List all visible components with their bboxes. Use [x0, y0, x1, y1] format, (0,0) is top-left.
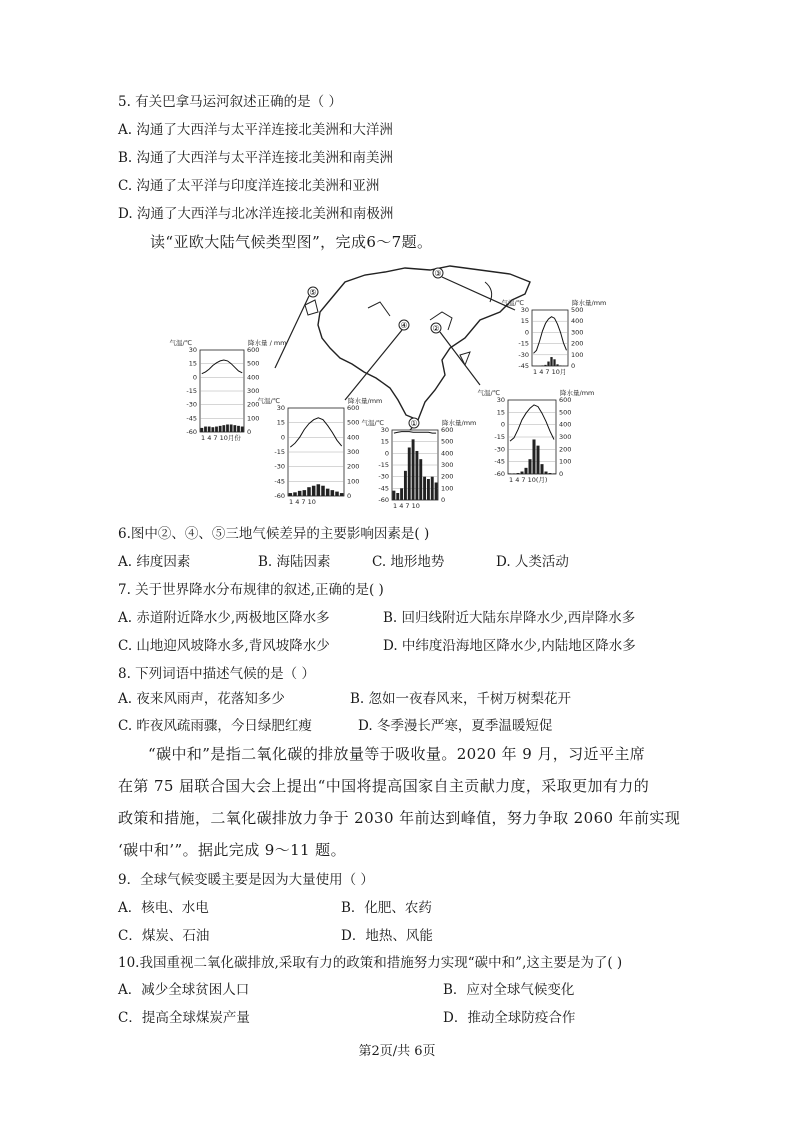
chart-1-temp-tick: -30: [186, 400, 197, 409]
chart-1-months-label: 1 4 7 10月份: [201, 434, 241, 442]
marker-2: ②: [432, 324, 440, 333]
chart-5-precip-bar: [520, 472, 523, 474]
chart-4-precip-tick: 500: [571, 306, 584, 314]
chart-1-precip-tick: 0: [247, 428, 252, 436]
q6-stem: 6.图中②、④、⑤三地气候差异的主要影响因素是( ): [118, 526, 430, 542]
q5-option-a: A. 沟通了大西洋与太平洋连接北美洲和大洋洲: [118, 122, 393, 138]
q9-option-c: C．煤炭、石油: [118, 928, 210, 944]
chart-3-temp-tick: -30: [378, 472, 389, 481]
chart-1-precip-bar: [200, 428, 203, 432]
chart-2-temp-tick: 30: [276, 404, 285, 412]
chart-3-temp-tick: 30: [380, 426, 389, 434]
chart-4-months-label: 1 4 7 10月: [533, 368, 567, 376]
q5-stem: 5. 有关巴拿马运河叙述正确的是（ ）: [118, 94, 342, 110]
chart-2-temp-tick: -15: [274, 448, 285, 456]
chart-1-precip-bar: [211, 427, 214, 432]
chart-2-precip-bar: [303, 490, 307, 496]
q8-option-d: D. 冬季漫长严寒，夏季温暖短促: [358, 718, 553, 734]
chart-3-precip-bar: [408, 448, 411, 501]
chart-5-temp-tick: 0: [500, 420, 505, 429]
chart-5-temp-tick: -45: [494, 457, 505, 466]
chart-3-precip-tick: 0: [441, 496, 446, 504]
chart-2-precip-tick: 500: [347, 418, 360, 427]
chart-5-precip-bar: [532, 439, 535, 474]
q9-option-d: D．地热、风能: [341, 928, 433, 944]
q7-option-c: C. 山地迎风坡降水多,背风坡降水少: [118, 638, 330, 654]
chart-2-precip-bar: [340, 493, 344, 496]
chart-5-precip-bar: [540, 464, 543, 474]
chart-3-temp-label: 气温/℃: [361, 419, 384, 427]
chart-4-precip-bar: [556, 364, 558, 366]
chart-2-precip-bar: [331, 490, 335, 496]
q7-option-b: B. 回归线附近大陆东岸降水少,西岸降水多: [383, 610, 636, 626]
q10-stem: 10.我国重视二氧化碳排放,采取有力的政策和措施努力实现“碳中和”,这主要是为了( ): [118, 955, 623, 971]
chart-4-precip-label: 降水量/mm: [572, 299, 607, 307]
q9-option-a: A．核电、水电: [118, 900, 209, 916]
chart-3-temp-tick: 0: [384, 449, 389, 458]
chart-4-temp-tick: -30: [518, 350, 529, 359]
chart-1-precip-tick: 300: [247, 387, 260, 395]
chart-1-precip-tick: 500: [247, 359, 260, 368]
chart-5-precip-bar: [544, 472, 547, 474]
chart-5-temp-tick: -30: [494, 445, 505, 454]
chart-2-temp-label: 气温/℃: [257, 397, 280, 405]
chart-2-months-label: 1 4 7 10: [289, 498, 316, 506]
chart-5-temp-tick: -60: [494, 470, 505, 478]
chart-2-temp-tick: 0: [280, 433, 285, 442]
passage-line-3: 政策和措施，二氧化碳排放力争于 2030 年前达到峰值，努力争取 2060 年前实现: [118, 809, 681, 827]
chart-5-precip-tick: 200: [559, 445, 572, 454]
chart-1-precip-bar: [204, 427, 207, 432]
chart-4-temp-label: 气温/℃: [501, 299, 524, 307]
chart-3-precip-tick: 600: [441, 426, 454, 434]
chart-3-precip-bar: [400, 488, 403, 500]
marker-4: ④: [400, 321, 408, 330]
chart-3-precip-bar: [396, 493, 399, 500]
chart-4-precip-bar: [541, 365, 543, 366]
chart-1-temp-tick: 0: [192, 373, 197, 382]
chart-2-precip-bar: [307, 487, 311, 496]
chart-4-precip-tick: 100: [571, 350, 584, 359]
q6-option-b: B. 海陆因素: [258, 554, 331, 570]
chart-3-temp-tick: -60: [378, 496, 389, 504]
chart-4-temp-tick: 30: [520, 306, 529, 314]
chart-1-precip-bar: [215, 427, 218, 432]
q8-option-b: B. 忽如一夜春风来，千树万树梨花开: [350, 691, 572, 707]
chart-5-temp-tick: 15: [496, 408, 505, 417]
chart-4-precip-bar: [559, 365, 561, 366]
chart-5-precip-bar: [508, 473, 511, 474]
chart-4-precip-bar: [547, 362, 549, 366]
chart-3-precip-bar: [431, 477, 434, 500]
chart-4-precip-tick: 400: [571, 317, 584, 326]
chart-4-temp-tick: 0: [524, 328, 529, 337]
chart-1-precip-bar: [230, 424, 233, 432]
chart-3-precip-bar: [415, 451, 418, 500]
chart-1-temp-label: 气温/℃: [169, 339, 192, 347]
chart-5-precip-label: 降水量/mm: [560, 389, 595, 397]
chart-5-temp-label: 气温/℃: [477, 389, 500, 397]
chart-1-precip-bar: [222, 425, 225, 432]
chart-1-precip-bar: [219, 426, 222, 432]
q6-option-c: C. 地形地势: [372, 554, 445, 570]
chart-3-precip-bar: [412, 439, 415, 500]
chart-2-precip-tick: 0: [347, 492, 352, 500]
chart-1-precip-bar: [208, 427, 211, 432]
chart-1-temp-tick: -60: [186, 428, 197, 436]
chart-3-precip-bar: [435, 483, 438, 501]
chart-1-precip-bar: [241, 427, 244, 432]
q8-stem: 8. 下列词语中描述气候的是（ ）: [118, 666, 315, 682]
chart-4-precip-bar: [550, 357, 552, 366]
q7-option-a: A. 赤道附近降水少,两极地区降水多: [118, 610, 330, 626]
chart-5-precip-tick: 100: [559, 457, 572, 466]
chart-3-temp-tick: -15: [378, 461, 389, 469]
passage-line-2: 在第 75 届联合国大会上提出“中国将提高国家自主贡献力度，采取更加有力的: [118, 777, 650, 795]
chart-4-temp-tick: -15: [518, 339, 529, 348]
chart-1-precip-bar: [237, 426, 240, 432]
chart-4-precip-tick: 200: [571, 339, 584, 348]
chart-2-temp-tick: -45: [274, 477, 285, 486]
chart-2-precip-tick: 600: [347, 404, 360, 412]
chart-2-temp-tick: -60: [274, 492, 285, 500]
chart-4-precip-tick: 0: [571, 362, 576, 370]
chart-2-precip-tick: 100: [347, 477, 360, 486]
marker-1: ①: [410, 419, 418, 428]
chart-2-precip-bar: [289, 493, 293, 496]
chart-5-precip-bar: [512, 473, 515, 474]
chart-5-temp-tick: -15: [494, 433, 505, 441]
chart-5-precip-bar: [548, 473, 551, 474]
q6-option-a: A. 纬度因素: [118, 554, 191, 570]
marker-5: ⑤: [309, 288, 317, 297]
q5-option-c: C. 沟通了太平洋与印度洋连接北美洲和亚洲: [118, 178, 380, 194]
q9-stem: 9．全球气候变暖主要是因为大量使用（ ）: [118, 872, 374, 888]
chart-1-temp-tick: -45: [186, 414, 197, 423]
q8-option-a: A. 夜来风雨声，花落知多少: [118, 691, 285, 707]
chart-2-precip-bar: [321, 486, 325, 496]
q10-option-a: A．减少全球贫困人口: [118, 982, 250, 998]
chart-1-temp-tick: 30: [188, 346, 197, 354]
chart-5-precip-bar: [536, 446, 539, 474]
chart-1-temp-tick: -15: [186, 387, 197, 395]
chart-2-temp-tick: 15: [276, 418, 285, 427]
chart-5-precip-tick: 0: [559, 470, 564, 478]
chart-5-precip-bar: [552, 473, 555, 474]
chart-3-precip-tick: 100: [441, 484, 454, 493]
chart-3-precip-bar: [392, 491, 395, 500]
chart-2-precip-bar: [293, 492, 297, 496]
chart-1-precip-bar: [233, 425, 236, 432]
q10-option-d: D．推动全球防疫合作: [443, 1010, 576, 1026]
chart-1-precip-tick: 100: [247, 414, 260, 423]
q10-option-c: C．提高全球煤炭产量: [118, 1010, 250, 1026]
chart-2-precip-label: 降水量/mm: [348, 397, 383, 405]
chart-5-precip-tick: 600: [559, 396, 572, 404]
q5-option-b: B. 沟通了大西洋与太平洋连接北美洲和南美洲: [118, 150, 394, 166]
chart-1-precip-tick: 200: [247, 400, 260, 409]
chart-2-precip-tick: 400: [347, 433, 360, 442]
chart-4-temp-tick: 15: [520, 317, 529, 326]
chart-3-precip-bar: [404, 471, 407, 500]
q9-option-b: B．化肥、农药: [341, 900, 432, 916]
chart-5-months-label: 1 4 7 10(月): [509, 476, 548, 484]
q8-option-c: C. 昨夜风疏雨骤，今日绿肥红瘦: [118, 718, 312, 734]
chart-2-precip-bar: [298, 491, 302, 496]
chart-3-precip-bar: [419, 459, 422, 500]
passage-line-1: “碳中和”是指二氧化碳的排放量等于吸收量。2020 年 9 月，习近平主席: [148, 745, 646, 763]
chart-3-precip-tick: 400: [441, 449, 454, 458]
intro-6-7: 读“亚欧大陆气候类型图”，完成6～7题。: [150, 233, 433, 251]
chart-3-temp-tick: -45: [378, 484, 389, 493]
chart-5-precip-tick: 400: [559, 420, 572, 429]
chart-5-precip-tick: 500: [559, 408, 572, 417]
chart-5-temp-tick: 30: [496, 396, 505, 404]
chart-3-precip-bar: [423, 477, 426, 500]
chart-1-precip-label: 降水量 / mm: [248, 339, 287, 347]
page-footer: 第2页/共 6页: [358, 1044, 436, 1059]
chart-1-precip-bar: [226, 424, 229, 432]
chart-5-precip-bar: [524, 468, 527, 474]
chart-2-precip-bar: [312, 486, 316, 496]
chart-2-temp-tick: -30: [274, 462, 285, 471]
passage-line-4: ‘碳中和’”。据此完成 9～11 题。: [118, 841, 346, 859]
q10-option-b: B．应对全球气候变化: [443, 982, 575, 998]
chart-2-precip-tick: 300: [347, 448, 360, 456]
chart-3-precip-label: 降水量/mm: [442, 419, 477, 427]
chart-2-precip-bar: [317, 484, 321, 496]
chart-4-precip-bar: [544, 365, 546, 366]
q6-option-d: D. 人类活动: [496, 554, 569, 570]
chart-5-precip-tick: 300: [559, 433, 572, 441]
chart-4-precip-bar: [553, 359, 555, 366]
chart-5-precip-bar: [516, 473, 519, 474]
chart-3-months-label: 1 4 7 10: [393, 502, 420, 510]
q5-option-d: D. 沟通了大西洋与北冰洋连接北美洲和南极洲: [118, 206, 394, 222]
chart-2-precip-bar: [326, 489, 330, 496]
chart-4-temp-tick: -45: [518, 362, 529, 370]
chart-3-temp-tick: 15: [380, 437, 389, 446]
marker-3: ③: [434, 269, 442, 278]
climate-charts: [0, 0, 794, 520]
chart-1-temp-tick: 15: [188, 359, 197, 368]
q7-option-d: D. 中纬度沿海地区降水少,内陆地区降水多: [383, 638, 636, 654]
chart-3-precip-tick: 500: [441, 437, 454, 446]
chart-2-precip-bar: [335, 492, 339, 496]
chart-1-precip-tick: 400: [247, 373, 260, 382]
chart-2-precip-tick: 200: [347, 462, 360, 471]
chart-5-precip-bar: [528, 459, 531, 474]
chart-3-precip-tick: 300: [441, 461, 454, 469]
q7-stem: 7. 关于世界降水分布规律的叙述,正确的是( ): [118, 582, 384, 598]
chart-3-precip-tick: 200: [441, 472, 454, 481]
chart-4-precip-tick: 300: [571, 328, 584, 337]
chart-3-precip-bar: [427, 479, 430, 500]
chart-1-precip-tick: 600: [247, 346, 260, 354]
